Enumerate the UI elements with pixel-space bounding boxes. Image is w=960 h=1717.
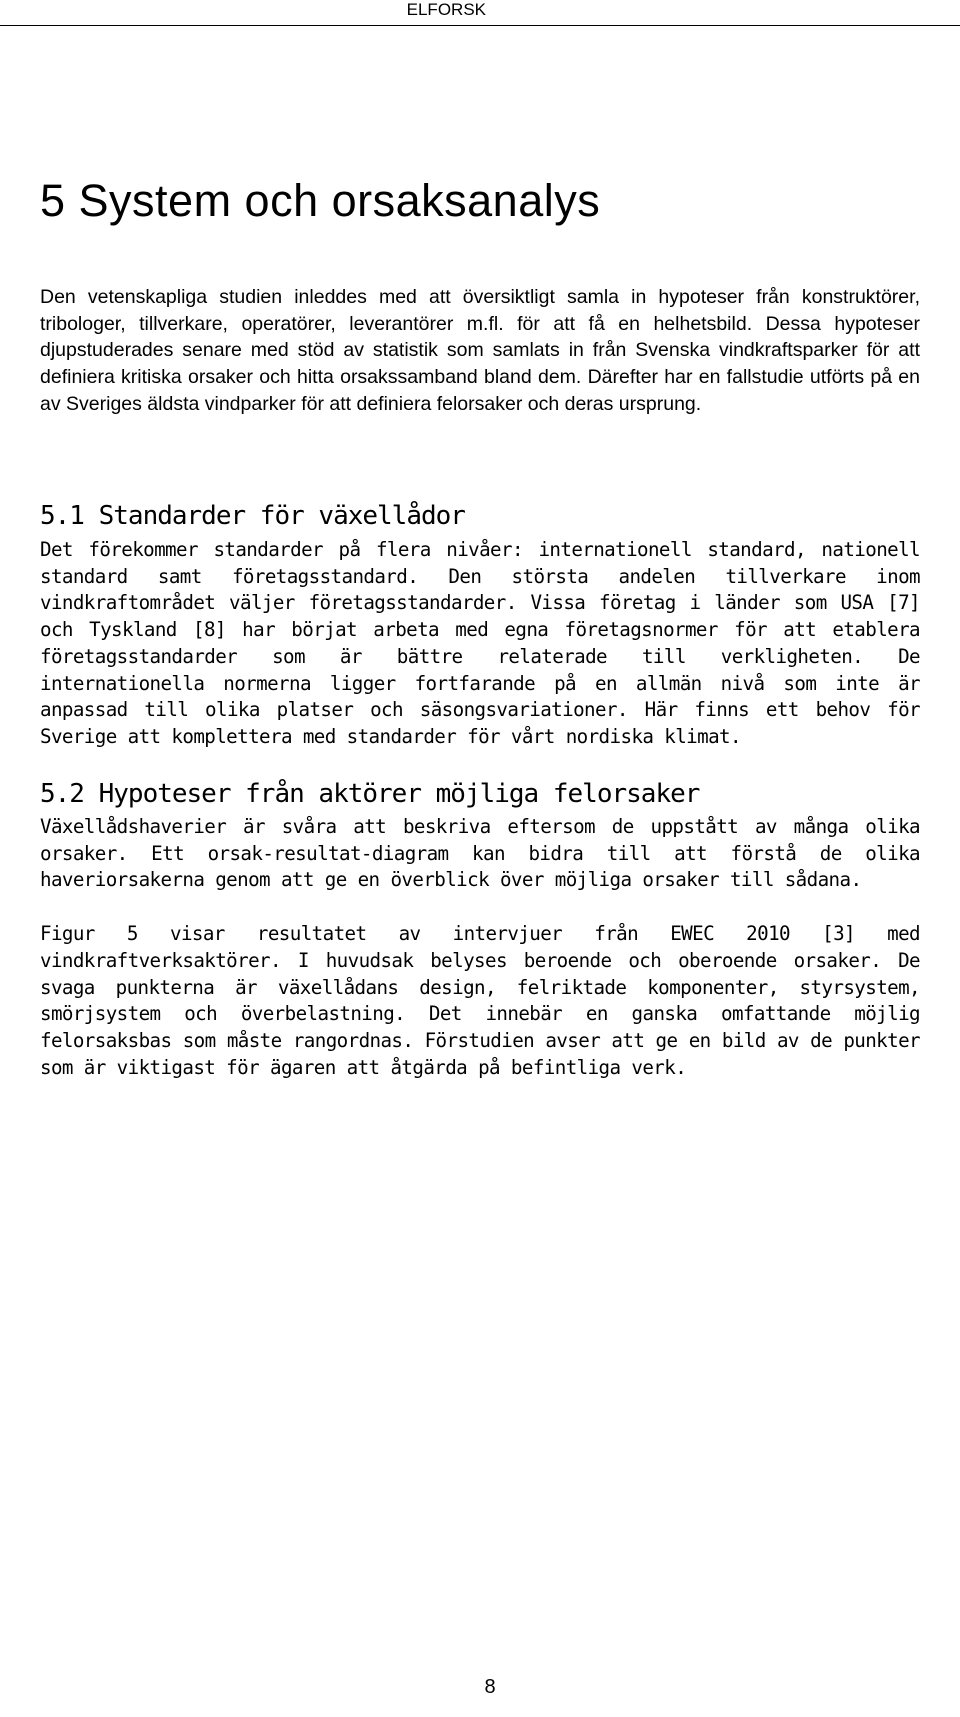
- section-5-2-paragraph-2: Figur 5 visar resultatet av intervjuer från EWEC 2010 [3] med vindkraftverksaktörer. I huvudsak belyses beroende och oberoende orsaker. De svaga punkterna är växellådans design, felriktade komponenter, styrsystem, smörjsystem och överbelastning. Det innebär en ganska omfattande möjlig felorsaksbas som måste rangordnas. Förstudien avser att ge en bild av de punkter som är viktigast för ägaren att åtgärda på befintliga verk.: [40, 922, 920, 1079]
- intro-paragraph: Den vetenskapliga studien inleddes med att översiktligt samla in hypoteser från konstruktörer, tribologer, tillverkare, operatörer, leverantörer m.fl. för att få en helhetsbild. Dessa hypoteser djupstuderades senare med stöd av statistik som samlats in från Svenska vindkraftsparker för att definiera kritiska orsaker och hitta orsakssamband bland dem. Därefter har en fallstudie utförts på en av Sveriges äldsta vindparker för att definiera felorsaker och deras ursprung.: [40, 286, 920, 415]
- running-header: ELFORSK: [406, 0, 486, 19]
- page-number-text: 8: [484, 1676, 496, 1698]
- chapter-title: 5 System och orsaksanalys: [40, 175, 601, 226]
- section-5-1-paragraph: Det förekommer standarder på flera nivåer: internationell standard, nationell standard samt företagsstandard. Den största andelen tillverkare inom vindkraftområdet väljer företagsstandarder. Vissa företag i länder som USA [7] och Tyskland [8] har börjat arbeta med egna företagsnormer för att etablera företagsstandarder som är bättre relaterade till verkligheten. De internationella normerna ligger fortfarande på en allmän nivå som inte är anpassad till olika platser och säsongsvariationer. Här finns ett behov för Sverige att komplettera med standarder för vårt nordiska klimat.: [40, 538, 920, 748]
- section-5-2-body: [40, 814, 920, 1081]
- section-heading-5-1: 5.1 Standarder för växellådor: [40, 501, 465, 531]
- section-heading-5-2: 5.2 Hypoteser från aktörer möjliga felorsaker: [40, 779, 700, 809]
- chapter-intro: [40, 284, 920, 418]
- section-5-2-paragraph-1: Växellådshaverier är svåra att beskriva eftersom de uppstått av många olika orsaker. Ett orsak-resultat-diagram kan bidra till att förstå de olika haveriorsakerna genom att ge en överblick över möjliga orsaker till sådana.: [40, 815, 920, 892]
- page-number: [0, 1674, 960, 1700]
- section-5-1-body: [40, 537, 920, 751]
- header-rule: [0, 25, 960, 26]
